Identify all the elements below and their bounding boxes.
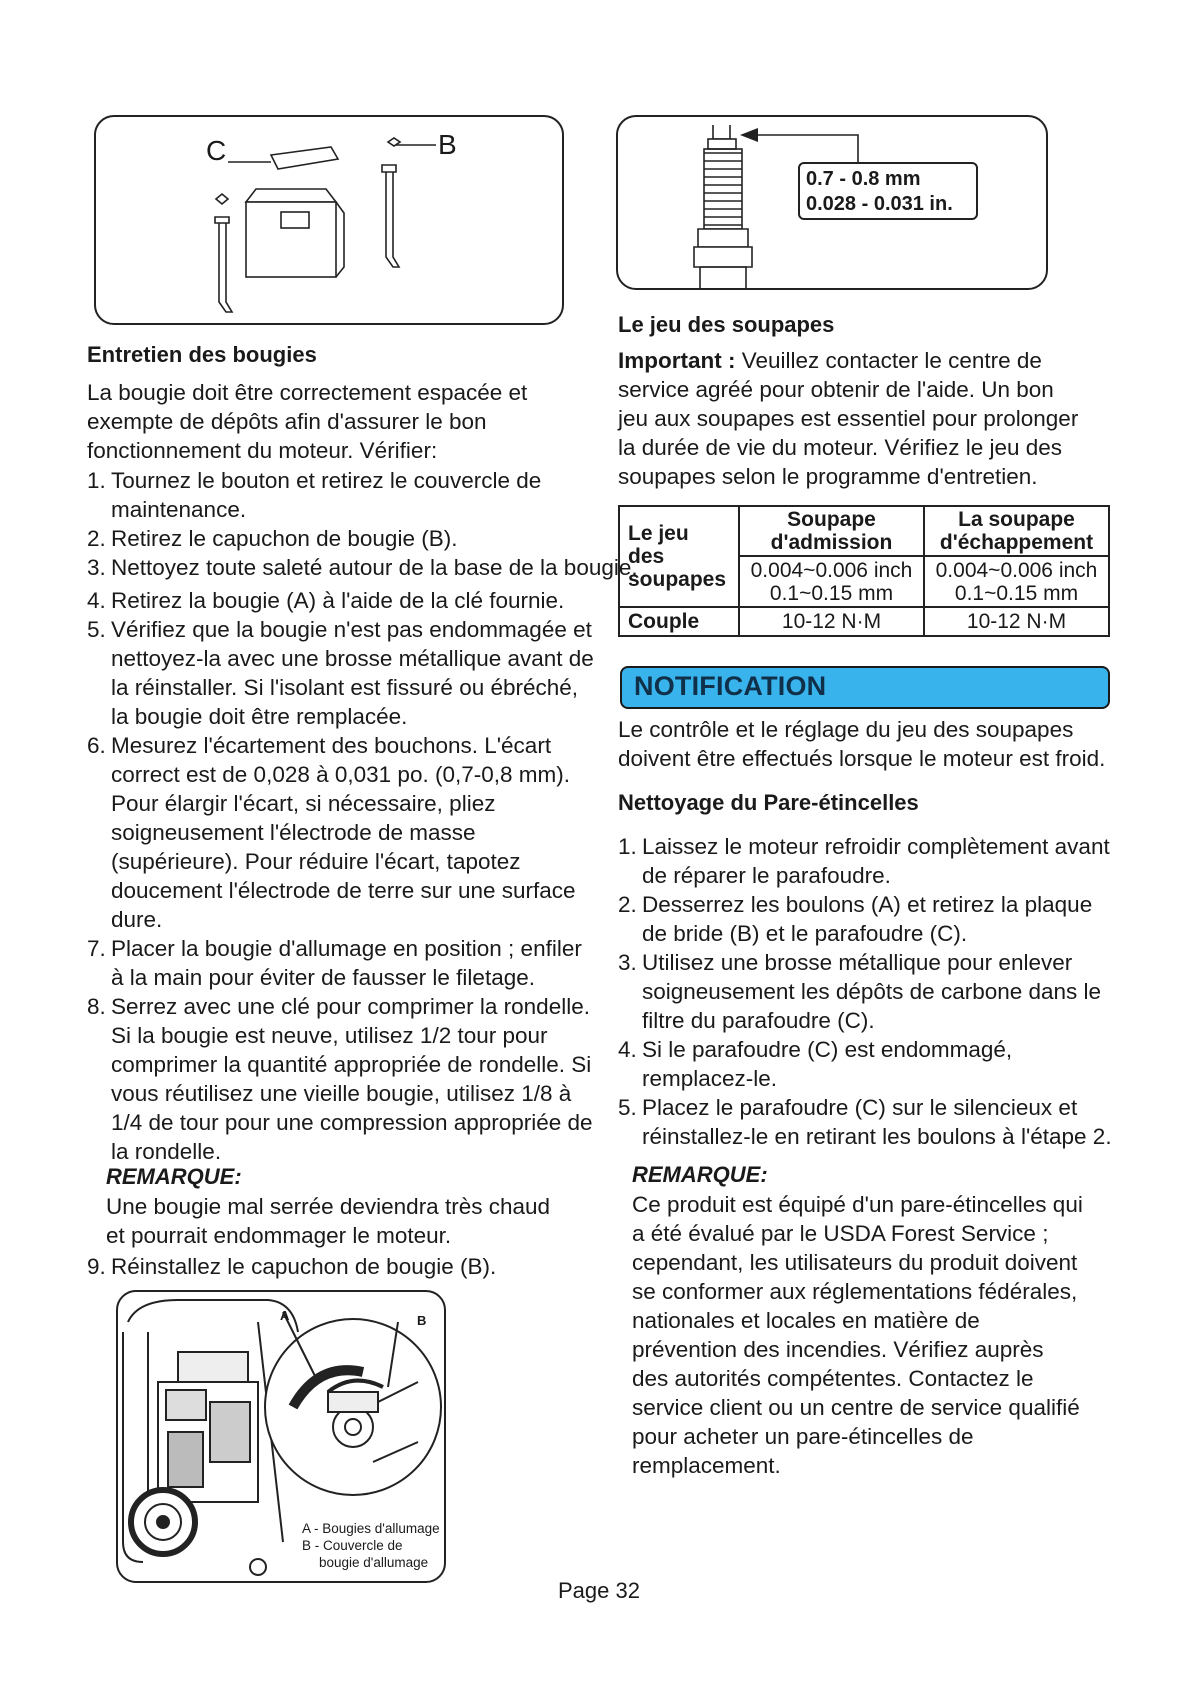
legend-a: A - Bougies d'allumage xyxy=(302,1521,440,1536)
spark-plug-gap-figure xyxy=(616,115,1048,290)
arrester-remark-text: Ce produit est équipé d'un pare-étincelles qui a été évalué par le USDA Forest Service ; cependant, les utilisateurs du produit doivent se conformer aux réglementations fédérales, nationales et locales en matière de prévention des incendies. Vérifiez auprès des autorités compétentes. Contactez le service client ou un centre de service qualifié pour acheter un pare-étincelles de remplacement. xyxy=(632,1192,1083,1478)
notification-banner xyxy=(620,666,1110,709)
gap-mm: 0.7 - 0.8 mm xyxy=(806,168,921,190)
figure-legend xyxy=(302,1520,440,1571)
legend-b2: bougie d'allumage xyxy=(319,1555,429,1570)
list-item: 9. Réinstallez le capuchon de bougie (B). xyxy=(87,1254,497,1279)
legend-b1: B - Couvercle de xyxy=(302,1538,403,1553)
intake-torque: 10-12 N·M xyxy=(739,607,924,636)
notification-text: Le contrôle et le réglage du jeu des soupapes doivent être effectués lorsque le moteur est froid. xyxy=(618,717,1106,771)
list-item: 2. Desserrez les boulons (A) et retirez la plaque de bride (B) et le parafoudre (C). xyxy=(618,892,1093,946)
label-a: A xyxy=(280,1308,290,1323)
list-item: 3. Utilisez une brosse métallique pour enlever soigneusement les dépôts de carbone dans le filtre du parafoudre (C). xyxy=(618,950,1102,1033)
spark-plug-step-9 xyxy=(87,1252,587,1281)
notification-title: NOTIFICATION xyxy=(634,671,827,701)
important-text: Veuillez contacter le centre de service agréé pour obtenir de l'aide. Un bon jeu aux soupapes est essentiel pour prolonger la durée de vie du moteur. Vérifiez le jeu des soupapes selon le programme d'entretien. xyxy=(618,348,1079,489)
important-label: Important : xyxy=(618,348,736,373)
intake-header: Soupape d'admission xyxy=(739,506,924,556)
spark-plug-remark-text: Une bougie mal serrée deviendra très chaud et pourrait endommager le moteur. xyxy=(106,1194,551,1248)
arrester-steps xyxy=(618,832,1118,1151)
label-b: B xyxy=(417,1313,427,1328)
spark-plug-section-title: Entretien des bougies xyxy=(87,342,317,367)
generator-figure xyxy=(116,1290,446,1583)
gap-spec-box xyxy=(798,162,978,220)
list-item: 6. Mesurez l'écartement des bouchons. L'écart correct est de 0,028 à 0,031 po. (0,7-0,8 mm). Pour élargir l'écart, si nécessaire, pliez soigneusement l'électrode de masse (supérieure). Pour réduire l'écart, tapotez doucement l'électrode de terre sur une surface dure. xyxy=(87,733,576,932)
arrester-remark-title: REMARQUE: xyxy=(632,1162,768,1187)
spark-plug-remark-title: REMARQUE: xyxy=(106,1164,242,1189)
list-item: 8. Serrez avec une clé pour comprimer la rondelle. Si la bougie est neuve, utilisez 1/2 tour pour comprimer la quantité appropriée de rondelle. Si vous réutilisez une vieille bougie, utilisez 1/8 à 1/4 de tour pour une compression appropriée de la rondelle. xyxy=(87,994,593,1164)
exhaust-clearance: 0.004~0.006 inch 0.1~0.15 mm xyxy=(924,556,1109,607)
list-item: 5. Vérifiez que la bougie n'est pas endommagée et nettoyez-la avec une brosse métallique avant de la réinstaller. Si l'isolant est fissuré ou ébréché, la bougie doit être remplacée. xyxy=(87,617,594,729)
label-b: B xyxy=(438,129,457,160)
list-item: 1. Laissez le moteur refroidir complètement avant de réparer le parafoudre. xyxy=(618,834,1110,888)
table-row-header: Le jeu des soupapes xyxy=(619,506,739,607)
valve-intro xyxy=(618,346,1088,491)
torque-label: Couple xyxy=(619,607,739,636)
list-item: 7. Placer la bougie d'allumage en position ; enfiler à la main pour éviter de fausser le filetage. xyxy=(87,936,582,990)
valve-clearance-table xyxy=(618,505,1110,637)
gap-inch: 0.028 - 0.031 in. xyxy=(806,193,953,215)
list-item: 3. Nettoyez toute saleté autour de la base de la bougie. xyxy=(87,555,638,580)
battery-illustration xyxy=(96,117,562,323)
battery-figure xyxy=(94,115,564,325)
intake-clearance: 0.004~0.006 inch 0.1~0.15 mm xyxy=(739,556,924,607)
valve-section-title: Le jeu des soupapes xyxy=(618,312,835,337)
spark-plug-intro: La bougie doit être correctement espacée et exempte de dépôts afin d'assurer le bon fonctionnement du moteur. Vérifier: xyxy=(87,380,528,463)
exhaust-torque: 10-12 N·M xyxy=(924,607,1109,636)
list-item: 1. Tournez le bouton et retirez le couvercle de maintenance. xyxy=(87,468,542,522)
label-c: C xyxy=(206,135,227,166)
list-item: 5. Placez le parafoudre (C) sur le silencieux et réinstallez-le en retirant les boulons à l'étape 2. xyxy=(618,1095,1112,1149)
exhaust-header: La soupape d'échappement xyxy=(924,506,1109,556)
arrester-section-title: Nettoyage du Pare-étincelles xyxy=(618,790,919,815)
spark-plug-steps xyxy=(87,466,638,1166)
list-item: 2. Retirez le capuchon de bougie (B). xyxy=(87,526,458,551)
page-number: Page 32 xyxy=(558,1578,640,1603)
list-item: 4. Retirez la bougie (A) à l'aide de la clé fournie. xyxy=(87,588,565,613)
list-item: 4. Si le parafoudre (C) est endommagé, remplacez-le. xyxy=(618,1037,1013,1091)
